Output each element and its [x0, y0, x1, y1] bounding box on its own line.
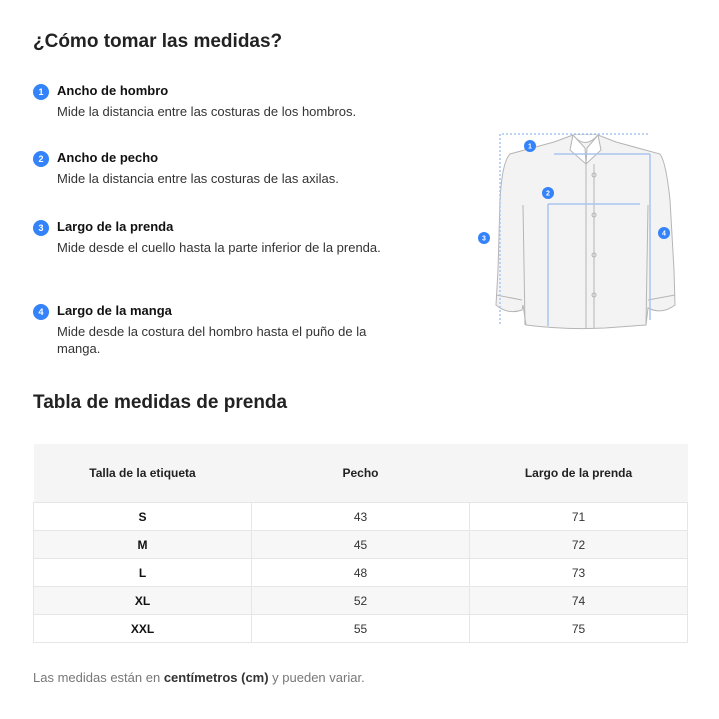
table-row	[34, 615, 688, 643]
size-cell: L	[34, 559, 252, 587]
step-number-badge: 1	[33, 84, 49, 100]
marker-1	[524, 140, 536, 152]
column-header-length: Largo de la prenda	[470, 444, 688, 503]
step-description: Mide desde el cuello hasta la parte inferior de la prenda.	[57, 240, 381, 255]
step-description: Mide la distancia entre las costuras de los hombros.	[57, 104, 357, 119]
size-cell: XL	[34, 587, 252, 615]
table-row	[34, 559, 688, 587]
size-cell: S	[34, 503, 252, 531]
chest-cell: 43	[252, 503, 470, 531]
marker-4	[658, 227, 670, 239]
shirt-outline	[496, 135, 675, 329]
table-header-row	[34, 444, 688, 503]
chest-cell: 45	[252, 531, 470, 559]
column-header-chest: Pecho	[252, 444, 470, 503]
units-note-unit: centímetros (cm)	[163, 670, 269, 685]
size-table	[33, 444, 688, 643]
marker-2	[542, 187, 554, 199]
size-cell: XXL	[34, 615, 252, 643]
units-note	[33, 670, 365, 685]
marker-label: 2	[546, 190, 550, 198]
step-number-badge: 2	[33, 151, 49, 167]
step-title: Largo de la prenda	[57, 219, 174, 234]
marker-label: 3	[482, 235, 486, 243]
marker-3	[478, 232, 490, 244]
table-row	[34, 587, 688, 615]
column-header-size: Talla de la etiqueta	[34, 444, 252, 503]
step-title: Ancho de pecho	[57, 150, 159, 165]
step-description: Mide desde la costura del hombro hasta el puño de la manga.	[57, 324, 367, 356]
units-note-prefix: Las medidas están en	[33, 670, 164, 685]
step-number-badge: 4	[33, 304, 49, 320]
chest-cell: 52	[252, 587, 470, 615]
step-description: Mide la distancia entre las costuras de las axilas.	[57, 171, 339, 186]
shirt-measurement-diagram	[470, 120, 695, 340]
length-cell: 75	[470, 615, 688, 643]
length-cell: 72	[470, 531, 688, 559]
step-title: Ancho de hombro	[57, 83, 169, 98]
chest-cell: 48	[252, 559, 470, 587]
size-cell: M	[34, 531, 252, 559]
step-title: Largo de la manga	[57, 303, 172, 318]
page-title: ¿Cómo tomar las medidas?	[33, 31, 283, 52]
length-cell: 73	[470, 559, 688, 587]
table-row	[34, 503, 688, 531]
length-cell: 74	[470, 587, 688, 615]
step-number-badge: 3	[33, 220, 49, 236]
table-row	[34, 531, 688, 559]
length-cell: 71	[470, 503, 688, 531]
chest-cell: 55	[252, 615, 470, 643]
marker-label: 1	[528, 143, 532, 151]
units-note-suffix: y pueden variar.	[268, 670, 365, 685]
marker-label: 4	[662, 230, 666, 238]
size-table-title: Tabla de medidas de prenda	[33, 392, 288, 413]
